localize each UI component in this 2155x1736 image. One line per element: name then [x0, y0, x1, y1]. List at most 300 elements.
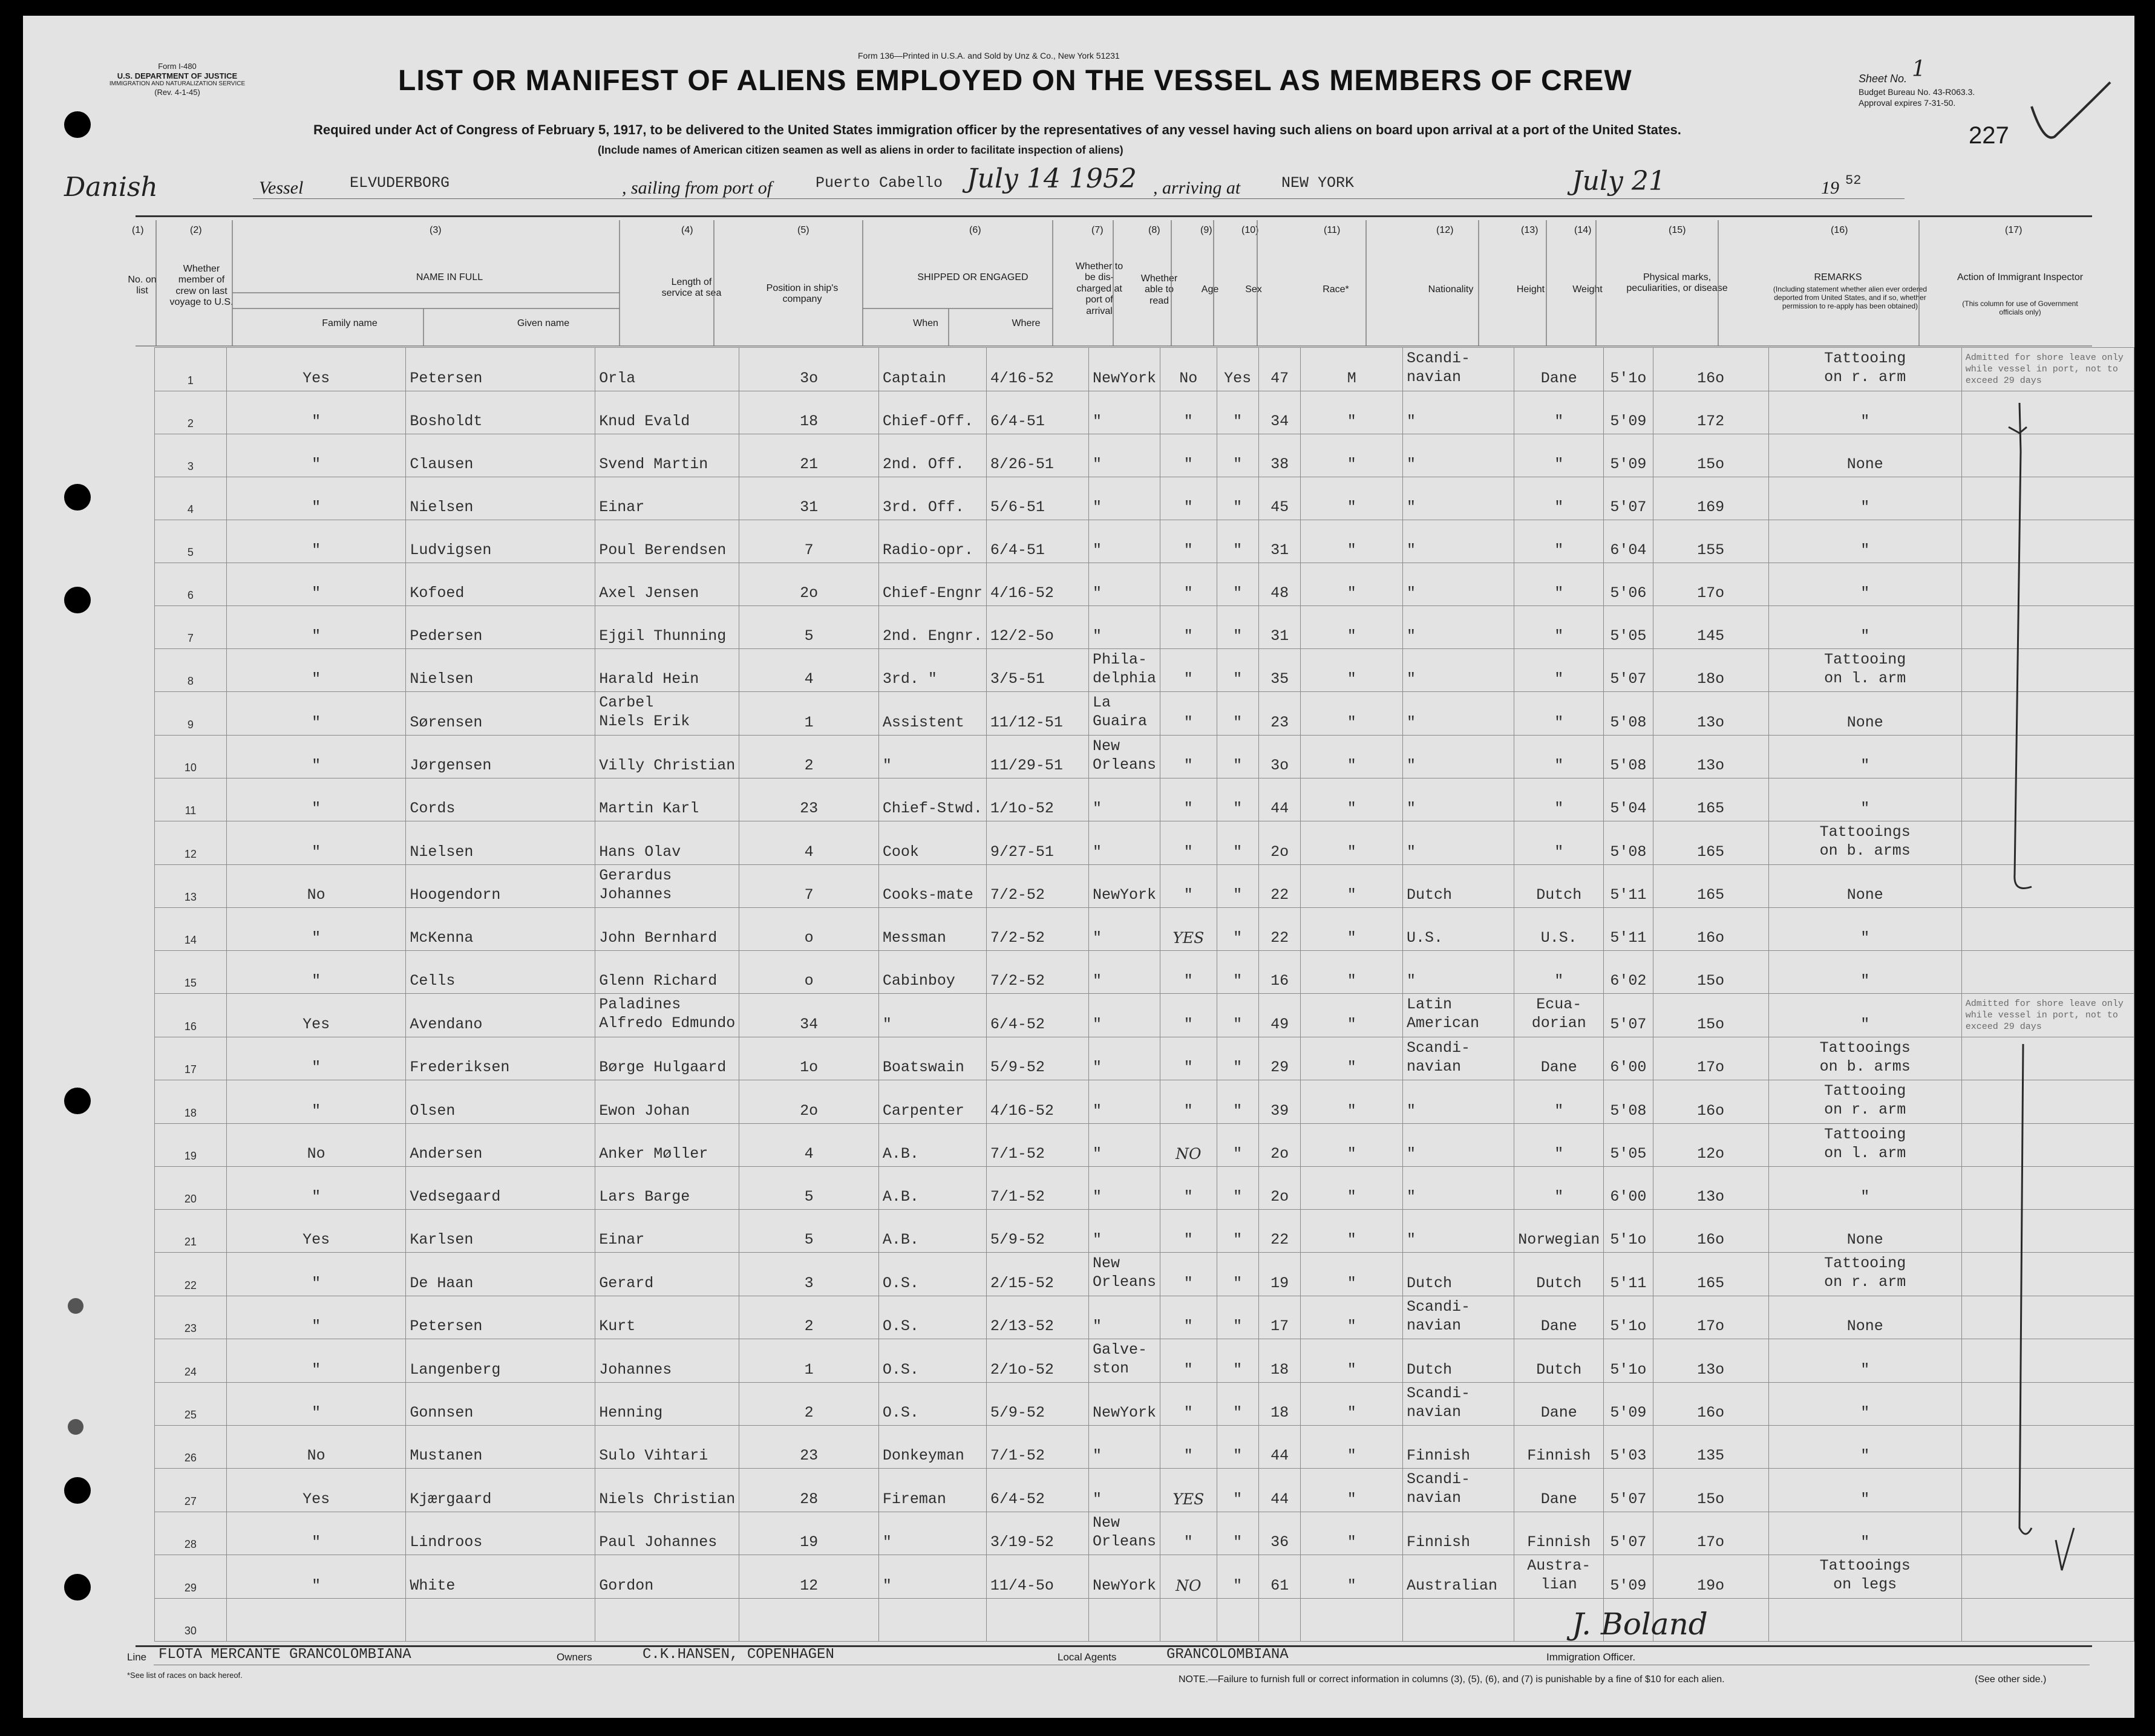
vessel-nationality-note: Danish	[64, 172, 158, 203]
table-row	[136, 563, 2134, 605]
shipped-when: 7/1-52	[990, 1447, 1045, 1464]
agents-label: Local Agents	[1058, 1651, 1117, 1663]
table-row	[136, 348, 2134, 391]
shipped-where-cell	[1088, 391, 1160, 434]
given-name-cell	[595, 778, 739, 821]
shipped-where: "	[1092, 1490, 1102, 1508]
table-row	[136, 1296, 2134, 1339]
nationality: "	[1554, 541, 1564, 559]
race-cell	[1402, 1210, 1514, 1253]
height-cell	[1604, 735, 1653, 778]
family-name-cell	[406, 1469, 595, 1512]
length-of-service-cell	[739, 994, 879, 1037]
header-where: Where	[1012, 318, 1041, 328]
shipped-where-cell	[1088, 908, 1160, 951]
weight: 19o	[1697, 1576, 1725, 1594]
row-margin	[136, 605, 154, 648]
shipped-when: 5/6-51	[990, 498, 1045, 516]
prev-voyage-cell	[226, 864, 405, 908]
table-row	[136, 391, 2134, 434]
weight-cell	[1653, 1512, 1768, 1555]
given-name: Ejgil Thunning	[599, 627, 727, 645]
family-name: Clausen	[410, 455, 474, 473]
race: "	[1406, 670, 1416, 688]
given-name: Orla	[599, 369, 636, 387]
sex: "	[1347, 800, 1356, 817]
table-row	[136, 648, 2134, 692]
given-name-cell	[595, 1426, 739, 1469]
position-cell	[878, 1598, 986, 1641]
table-row	[136, 1426, 2134, 1469]
able-to-read-cell	[1217, 1555, 1258, 1599]
shipped-when: 7/2-52	[990, 972, 1045, 990]
able-to-read: "	[1233, 713, 1243, 731]
remarks	[1962, 1636, 2134, 1641]
header-name-in-full: NAME IN FULL	[416, 272, 483, 282]
race: "	[1406, 412, 1416, 430]
weight: 18o	[1697, 670, 1725, 688]
table-row	[136, 1080, 2134, 1124]
age: 3o	[1270, 757, 1289, 774]
to-be-discharged-cell	[1160, 477, 1217, 520]
row-margin	[136, 778, 154, 821]
vessel-line-rule	[253, 198, 1905, 199]
position	[879, 1636, 986, 1641]
shipped-when: 6/4-52	[990, 1490, 1045, 1508]
table-row	[136, 778, 2134, 821]
height: 5'05	[1610, 627, 1647, 645]
shipped-when-cell	[986, 1382, 1088, 1426]
race: "	[1406, 455, 1416, 473]
shipped-when: 7/2-52	[990, 886, 1045, 904]
requirement-text: Required under Act of Congress of February 5, 1917, to be delivered to the United States immigration officer by the representatives of any vessel having such aliens on board upon arrival at a port of the United States.	[313, 122, 1681, 137]
given-name-cell	[595, 563, 739, 605]
physical-marks: "	[1860, 972, 1870, 990]
able-to-read-cell	[1217, 864, 1258, 908]
age: 49	[1270, 1015, 1289, 1033]
col-num-6: (6)	[969, 225, 981, 235]
header-no-on-list: No. on list	[128, 275, 157, 296]
table-row	[136, 477, 2134, 520]
nationality: "	[1554, 972, 1564, 990]
family-name-cell	[406, 348, 595, 391]
height-cell	[1604, 821, 1653, 865]
physical-marks-cell	[1768, 1296, 1961, 1339]
family-name: Andersen	[410, 1145, 483, 1163]
height: 5'1o	[1610, 369, 1647, 387]
nationality: "	[1554, 800, 1564, 817]
prev-voyage-cell	[226, 1555, 405, 1599]
able-to-read-cell	[1217, 434, 1258, 477]
col-num-3: (3)	[430, 225, 442, 235]
shipped-where: "	[1092, 1101, 1102, 1120]
row-margin	[136, 1339, 154, 1383]
header-physical-marks: Physical marks, peculiarities, or disease	[1626, 272, 1728, 294]
length-of-service: 34	[800, 1015, 819, 1033]
length-of-service: 5	[804, 1231, 814, 1248]
position: O.S.	[882, 1404, 919, 1421]
position: A.B.	[882, 1145, 919, 1163]
row-number-cell	[154, 1123, 226, 1167]
weight-cell	[1653, 778, 1768, 821]
length-of-service: 1o	[800, 1059, 819, 1076]
shipped-where-cell	[1088, 1296, 1160, 1339]
height: 5'07	[1610, 1533, 1647, 1551]
position-cell	[878, 1080, 986, 1124]
prev-voyage-cell	[226, 1080, 405, 1124]
age-cell	[1258, 1080, 1301, 1124]
race-cell	[1402, 1080, 1514, 1124]
position-cell	[878, 648, 986, 692]
shipped-where-cell	[1088, 1210, 1160, 1253]
height: 5'09	[1610, 1404, 1647, 1421]
position-cell	[878, 477, 986, 520]
age: 39	[1270, 1101, 1289, 1120]
family-name-cell	[406, 692, 595, 736]
row-margin	[136, 434, 154, 477]
position-cell	[878, 951, 986, 994]
row-margin	[136, 864, 154, 908]
to-be-discharged-cell	[1160, 692, 1217, 736]
nationality: "	[1554, 1101, 1564, 1120]
position-cell	[878, 605, 986, 648]
prev-voyage-cell	[226, 434, 405, 477]
nationality: U.S.	[1540, 929, 1577, 947]
owners-label: Owners	[557, 1651, 592, 1663]
length-of-service-cell	[739, 391, 879, 434]
physical-marks-cell	[1768, 994, 1961, 1037]
family-name-cell	[406, 391, 595, 434]
able-to-read-cell	[1217, 735, 1258, 778]
age-cell	[1258, 1037, 1301, 1080]
nationality-cell	[1514, 1253, 1604, 1296]
approval-expiry: Approval expires 7-31-50.	[1859, 98, 1956, 108]
family-name: Avendano	[410, 1015, 483, 1033]
position: Cooks-mate	[882, 886, 973, 904]
race: Dutch	[1406, 886, 1452, 904]
prev-voyage-cell	[226, 520, 405, 563]
physical-marks: Tattooing on r. arm	[1824, 1255, 1906, 1291]
shipped-where-cell	[1088, 434, 1160, 477]
given-name: Knud Evald	[599, 412, 690, 430]
given-name-cell	[595, 1469, 739, 1512]
sex-cell	[1301, 1167, 1402, 1210]
race-cell	[1402, 821, 1514, 865]
given-name: Carbel Niels Erik	[599, 694, 690, 731]
length-of-service-cell	[739, 1037, 879, 1080]
given-name-cell	[595, 1382, 739, 1426]
to-be-discharged: "	[1183, 713, 1193, 731]
family-name-cell	[406, 1512, 595, 1555]
race-cell	[1402, 1339, 1514, 1383]
weight-cell	[1653, 1296, 1768, 1339]
remarks-cell	[1961, 1598, 2134, 1641]
nationality: Dutch	[1536, 886, 1582, 904]
nationality: Ecua- dorian	[1531, 996, 1586, 1033]
length-of-service: 5	[804, 1188, 814, 1206]
given-name: Svend Martin	[599, 455, 708, 473]
length-of-service: o	[804, 929, 814, 947]
sex-cell	[1301, 778, 1402, 821]
family-name-cell	[406, 648, 595, 692]
nationality-cell	[1514, 1555, 1604, 1599]
nationality-cell	[1514, 821, 1604, 865]
height-cell	[1604, 1339, 1653, 1383]
shipped-where-cell	[1088, 1123, 1160, 1167]
header-able-to-read: Whether able to read	[1140, 273, 1178, 306]
arriving-label: , arriving at	[1153, 178, 1241, 198]
prev-voyage: "	[312, 670, 321, 688]
height: 5'08	[1610, 1101, 1647, 1120]
to-be-discharged-cell	[1160, 1555, 1217, 1599]
race-cell	[1402, 1123, 1514, 1167]
col-num-15: (15)	[1669, 225, 1686, 235]
weight-cell	[1653, 908, 1768, 951]
position: 2nd. Engnr.	[882, 627, 983, 645]
prev-voyage: Yes	[302, 1490, 330, 1508]
able-to-read-cell	[1217, 908, 1258, 951]
sex: "	[1347, 1317, 1356, 1335]
to-be-discharged: "	[1183, 1274, 1193, 1292]
shipped-when: 2/13-52	[990, 1317, 1054, 1335]
header-age: Age	[1201, 284, 1219, 295]
given-name-cell	[595, 908, 739, 951]
prev-voyage: "	[312, 800, 321, 817]
weight-cell	[1653, 994, 1768, 1037]
weight: 15o	[1697, 972, 1725, 990]
sex: "	[1347, 713, 1356, 731]
height-cell	[1604, 605, 1653, 648]
given-name: Villy Christian	[599, 757, 736, 774]
family-name: Pedersen	[410, 627, 483, 645]
given-name: Poul Berendsen	[599, 541, 727, 559]
weight-cell	[1653, 864, 1768, 908]
nationality: Austra- lian	[1527, 1557, 1591, 1594]
nationality-cell	[1514, 1037, 1604, 1080]
prev-voyage-cell	[226, 605, 405, 648]
nationality: Dane	[1540, 1404, 1577, 1421]
family-name: McKenna	[410, 929, 474, 947]
row-number: 2	[187, 417, 194, 429]
shipped-when-cell	[986, 994, 1088, 1037]
row-number-cell	[154, 477, 226, 520]
able-to-read: "	[1233, 412, 1243, 430]
physical-marks-cell	[1768, 391, 1961, 434]
age-cell	[1258, 1382, 1301, 1426]
age: 36	[1270, 1533, 1289, 1551]
shipped-where-cell	[1088, 605, 1160, 648]
physical-marks-cell	[1768, 563, 1961, 605]
given-name: Lars Barge	[599, 1188, 690, 1206]
row-margin	[136, 1210, 154, 1253]
shipped-where-cell	[1088, 735, 1160, 778]
weight: 17o	[1697, 1317, 1725, 1335]
prev-voyage: "	[312, 1576, 321, 1594]
able-to-read-cell	[1217, 1037, 1258, 1080]
race: "	[1406, 627, 1416, 645]
nationality: "	[1554, 584, 1564, 602]
position-cell	[878, 520, 986, 563]
height: 5'1o	[1610, 1317, 1647, 1335]
family-name-cell	[406, 908, 595, 951]
table-row	[136, 1167, 2134, 1210]
row-number-cell	[154, 1426, 226, 1469]
shipped-where-cell	[1088, 1037, 1160, 1080]
family-name-cell	[406, 864, 595, 908]
nationality: Dane	[1540, 1490, 1577, 1508]
sex-cell	[1301, 1080, 1402, 1124]
family-name-cell	[406, 1080, 595, 1124]
height-cell	[1604, 1512, 1653, 1555]
height-cell	[1604, 908, 1653, 951]
shipped-where-cell	[1088, 1339, 1160, 1383]
length-of-service: 2	[804, 1317, 814, 1335]
able-to-read: "	[1233, 627, 1243, 645]
length-of-service: 4	[804, 1145, 814, 1163]
length-of-service-cell	[739, 1210, 879, 1253]
to-be-discharged: "	[1183, 1059, 1193, 1076]
able-to-read-cell	[1217, 477, 1258, 520]
shipped-where: New Orleans	[1092, 737, 1156, 774]
shipped-when: 2/15-52	[990, 1274, 1054, 1292]
sex-cell	[1301, 520, 1402, 563]
sex-cell	[1301, 1037, 1402, 1080]
shipped-where-cell	[1088, 1469, 1160, 1512]
col-num-7: (7)	[1091, 225, 1104, 235]
nationality-cell	[1514, 605, 1604, 648]
age-cell	[1258, 864, 1301, 908]
position-cell	[878, 692, 986, 736]
physical-marks-cell	[1768, 1210, 1961, 1253]
weight-cell	[1653, 735, 1768, 778]
height-cell	[1604, 1253, 1653, 1296]
age: 19	[1270, 1274, 1289, 1292]
able-to-read-cell	[1217, 391, 1258, 434]
punch-hole	[64, 1574, 91, 1601]
given-name: Paladines Alfredo Edmundo	[599, 996, 736, 1033]
able-to-read-cell	[1217, 778, 1258, 821]
row-number-cell	[154, 1210, 226, 1253]
row-number-cell	[154, 1253, 226, 1296]
age: 45	[1270, 498, 1289, 516]
sex: M	[1347, 369, 1356, 387]
sex-cell	[1301, 1469, 1402, 1512]
prev-voyage-cell	[226, 348, 405, 391]
nationality: "	[1554, 670, 1564, 688]
age-cell	[1258, 1512, 1301, 1555]
weight: 145	[1697, 627, 1725, 645]
length-of-service-cell	[739, 778, 879, 821]
length-of-service: 2o	[800, 1101, 819, 1120]
row-number-cell	[154, 821, 226, 865]
race: Finnish	[1406, 1447, 1470, 1464]
shipped-when-cell	[986, 1210, 1088, 1253]
row-margin	[136, 648, 154, 692]
shipped-when: 12/2-5o	[990, 627, 1054, 645]
sex-cell	[1301, 821, 1402, 865]
given-name-cell	[595, 735, 739, 778]
given-name-cell	[595, 520, 739, 563]
table-row	[136, 735, 2134, 778]
weight-cell	[1653, 1037, 1768, 1080]
race-cell	[1402, 908, 1514, 951]
race-cell	[1402, 1167, 1514, 1210]
physical-marks: "	[1860, 1015, 1870, 1033]
prev-voyage	[227, 1636, 405, 1641]
given-name-cell	[595, 1512, 739, 1555]
height-cell	[1604, 434, 1653, 477]
given-name-cell	[595, 951, 739, 994]
height-cell	[1604, 864, 1653, 908]
nationality-cell	[1514, 864, 1604, 908]
age-cell	[1258, 1296, 1301, 1339]
top-rule	[136, 215, 2092, 217]
row-number: 19	[184, 1150, 197, 1162]
row-number-cell	[154, 563, 226, 605]
sex: "	[1347, 1533, 1356, 1551]
prev-voyage: "	[312, 1317, 321, 1335]
position-cell	[878, 1512, 986, 1555]
age-cell	[1258, 1253, 1301, 1296]
to-be-discharged-cell	[1160, 1469, 1217, 1512]
row-number: 14	[184, 934, 197, 946]
weight: 16o	[1697, 929, 1725, 947]
age-cell	[1258, 1339, 1301, 1383]
length-of-service-cell	[739, 648, 879, 692]
position-cell	[878, 434, 986, 477]
able-to-read-cell	[1217, 563, 1258, 605]
weight: 16o	[1697, 1404, 1725, 1421]
family-name-cell	[406, 1382, 595, 1426]
punch-hole	[64, 587, 91, 613]
age-cell	[1258, 605, 1301, 648]
able-to-read-cell	[1217, 951, 1258, 994]
nationality-cell	[1514, 692, 1604, 736]
family-name-cell	[406, 1167, 595, 1210]
physical-marks: "	[1860, 412, 1870, 430]
able-to-read-cell	[1217, 1253, 1258, 1296]
race	[1403, 1636, 1514, 1641]
height: 5'1o	[1610, 1231, 1647, 1248]
physical-marks-cell	[1768, 1469, 1961, 1512]
col-num-9: (9)	[1200, 225, 1212, 235]
row-margin	[136, 1555, 154, 1599]
nationality-cell	[1514, 477, 1604, 520]
row-number-cell	[154, 605, 226, 648]
age-cell	[1258, 908, 1301, 951]
age: 44	[1270, 1490, 1289, 1508]
sex: "	[1347, 1015, 1356, 1033]
nationality-cell	[1514, 1296, 1604, 1339]
shipped-where: "	[1092, 412, 1102, 430]
nationality-cell	[1514, 563, 1604, 605]
height-cell	[1604, 391, 1653, 434]
sex: "	[1347, 1490, 1356, 1508]
height-cell	[1604, 1210, 1653, 1253]
weight: 17o	[1697, 1533, 1725, 1551]
length-of-service: 23	[800, 1447, 819, 1464]
shipped-where: "	[1092, 584, 1102, 602]
weight: 169	[1697, 498, 1725, 516]
header-member-last-voyage: Whether member of crew on last voyage to U.S.	[169, 264, 234, 308]
to-be-discharged-cell	[1160, 735, 1217, 778]
shipped-where: NewYork	[1092, 886, 1156, 904]
nationality-cell	[1514, 520, 1604, 563]
given-name: Paul Johannes	[599, 1533, 718, 1551]
height-cell	[1604, 1382, 1653, 1426]
shipped-where: "	[1092, 1231, 1102, 1248]
shipped-where: NewYork	[1092, 369, 1156, 387]
